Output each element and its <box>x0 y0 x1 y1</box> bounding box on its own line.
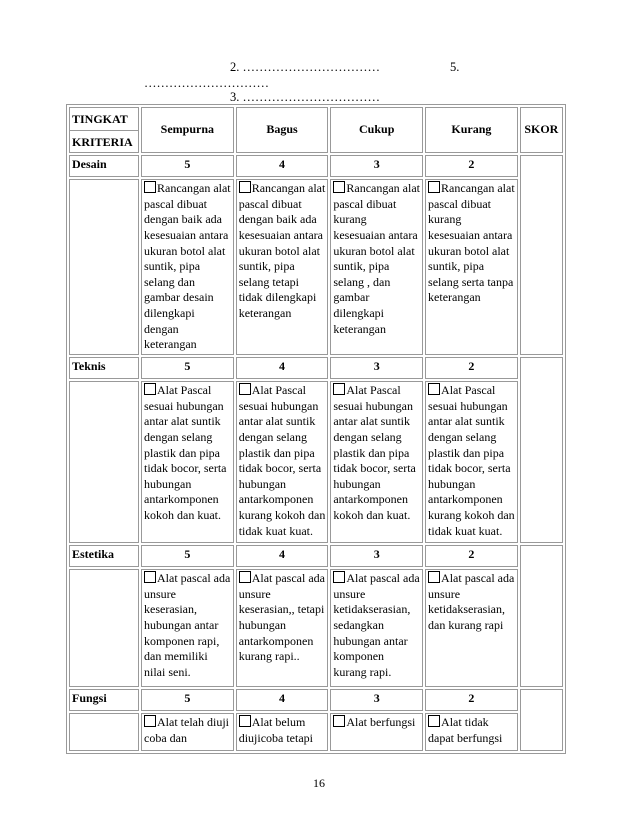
checkbox-icon[interactable] <box>333 181 345 193</box>
empty-cell <box>69 713 139 751</box>
checkbox-icon[interactable] <box>333 571 345 583</box>
level-kurang: Kurang <box>425 107 518 153</box>
level-sempurna: Sempurna <box>141 107 234 153</box>
table-row-teknis-desc <box>69 381 563 543</box>
skor-cell[interactable] <box>520 545 563 687</box>
desc-cell: Alat Pascal sesuai hubungan antar alat suntik dengan selang plastik dan pipa tidak bocor, serta hubungan antarkomponen kurang kokoh dan tidak kuat kuat. <box>236 381 329 543</box>
desc-cell: Rancangan alat pascal dibuat kurang kesesuaian antara ukuran botol alat suntik, pipa selang , dan gambar dilengkapi keterangan <box>330 179 423 355</box>
checkbox-icon[interactable] <box>239 715 251 727</box>
table-header-row <box>69 107 563 153</box>
head-kriteria: KRITERIA <box>72 134 133 149</box>
criterion-desain: Desain <box>69 155 139 177</box>
desc-cell: Alat tidak dapat berfungsi <box>425 713 518 751</box>
score-cell: 3 <box>330 155 423 177</box>
rubric-table <box>66 104 566 754</box>
score-cell: 3 <box>330 689 423 711</box>
table-row-estetika-score <box>69 545 563 567</box>
score-cell: 5 <box>141 545 234 567</box>
table-row-teknis-score <box>69 357 563 379</box>
checkbox-icon[interactable] <box>333 715 345 727</box>
desc-cell: Alat telah diuji coba dan <box>141 713 234 751</box>
header-line-1-item-2: 2. …………………………… <box>230 60 380 74</box>
skor-cell[interactable] <box>520 357 563 543</box>
criterion-fungsi: Fungsi <box>69 689 139 711</box>
criterion-teknis: Teknis <box>69 357 139 379</box>
checkbox-icon[interactable] <box>239 181 251 193</box>
level-cukup: Cukup <box>330 107 423 153</box>
desc-cell: Alat pascal ada unsure keserasian, hubungan antar komponen rapi, dan memiliki nilai seni. <box>141 569 234 687</box>
checkbox-icon[interactable] <box>428 181 440 193</box>
checkbox-icon[interactable] <box>144 383 156 395</box>
score-cell: 3 <box>330 357 423 379</box>
criterion-estetika: Estetika <box>69 545 139 567</box>
score-cell: 2 <box>425 689 518 711</box>
checkbox-icon[interactable] <box>333 383 345 395</box>
head-skor: SKOR <box>520 107 563 153</box>
desc-cell: Alat berfungsi <box>330 713 423 751</box>
header-line-3: 3. …………………………… <box>230 90 380 104</box>
score-cell: 3 <box>330 545 423 567</box>
score-cell: 2 <box>425 545 518 567</box>
score-cell: 2 <box>425 155 518 177</box>
desc-cell: Alat pascal ada unsure ketidakserasian, sedangkan hubungan antar komponen kurang rapi. <box>330 569 423 687</box>
score-cell: 2 <box>425 357 518 379</box>
desc-cell: Rancangan alat pascal dibuat dengan baik ada kesesuaian antara ukuran botol alat suntik, pipa selang dan gambar desain dilengkapi dengan keterangan <box>141 179 234 355</box>
desc-cell: Alat Pascal sesuai hubungan antar alat suntik dengan selang plastik dan pipa tidak bocor, serta hubungan antarkomponen kokoh dan kuat. <box>141 381 234 543</box>
table-row-fungsi-desc <box>69 713 563 751</box>
skor-cell[interactable] <box>520 155 563 355</box>
checkbox-icon[interactable] <box>144 715 156 727</box>
desc-cell: Alat Pascal sesuai hubungan antar alat suntik dengan selang plastik dan pipa tidak bocor, serta hubungan antarkomponen kurang kokoh dan tidak kuat kuat. <box>425 381 518 543</box>
empty-cell <box>69 381 139 543</box>
desc-cell: Rancangan alat pascal dibuat kurang kesesuaian antara ukuran botol alat suntik, pipa selang serta tanpa keterangan <box>425 179 518 355</box>
score-cell: 5 <box>141 155 234 177</box>
page-number: 16 <box>313 776 325 790</box>
skor-cell[interactable] <box>520 689 563 751</box>
checkbox-icon[interactable] <box>428 715 440 727</box>
desc-cell: Alat Pascal sesuai hubungan antar alat suntik dengan selang plastik dan pipa tidak bocor, serta hubungan antarkomponen kokoh dan kuat. <box>330 381 423 543</box>
desc-cell: Rancangan alat pascal dibuat dengan baik ada kesesuaian antara ukuran botol alat suntik, pipa selang tetapi tidak dilengkapi keterangan <box>236 179 329 355</box>
checkbox-icon[interactable] <box>239 571 251 583</box>
checkbox-icon[interactable] <box>428 383 440 395</box>
checkbox-icon[interactable] <box>144 571 156 583</box>
score-cell: 5 <box>141 357 234 379</box>
empty-cell <box>69 179 139 355</box>
checkbox-icon[interactable] <box>144 181 156 193</box>
table-row-estetika-desc <box>69 569 563 687</box>
header-line-1-item-5: 5. <box>450 60 460 74</box>
score-cell: 5 <box>141 689 234 711</box>
score-cell: 4 <box>236 155 329 177</box>
table-row-desain-score <box>69 155 563 177</box>
table-row-desain-desc <box>69 179 563 355</box>
empty-cell <box>69 569 139 687</box>
checkbox-icon[interactable] <box>239 383 251 395</box>
table-row-fungsi-score <box>69 689 563 711</box>
desc-cell: Alat pascal ada unsure ketidakserasian, dan kurang rapi <box>425 569 518 687</box>
level-bagus: Bagus <box>236 107 329 153</box>
score-cell: 4 <box>236 689 329 711</box>
tingkat-kriteria-cell <box>69 107 139 153</box>
desc-cell: Alat belum diujicoba tetapi <box>236 713 329 751</box>
score-cell: 4 <box>236 357 329 379</box>
checkbox-icon[interactable] <box>428 571 440 583</box>
head-tingkat: TINGKAT <box>70 108 138 131</box>
desc-cell: Alat pascal ada unsure keserasian,, tetapi hubungan antarkomponen kurang rapi.. <box>236 569 329 687</box>
header-line-2: ………………………… <box>144 76 269 90</box>
score-cell: 4 <box>236 545 329 567</box>
